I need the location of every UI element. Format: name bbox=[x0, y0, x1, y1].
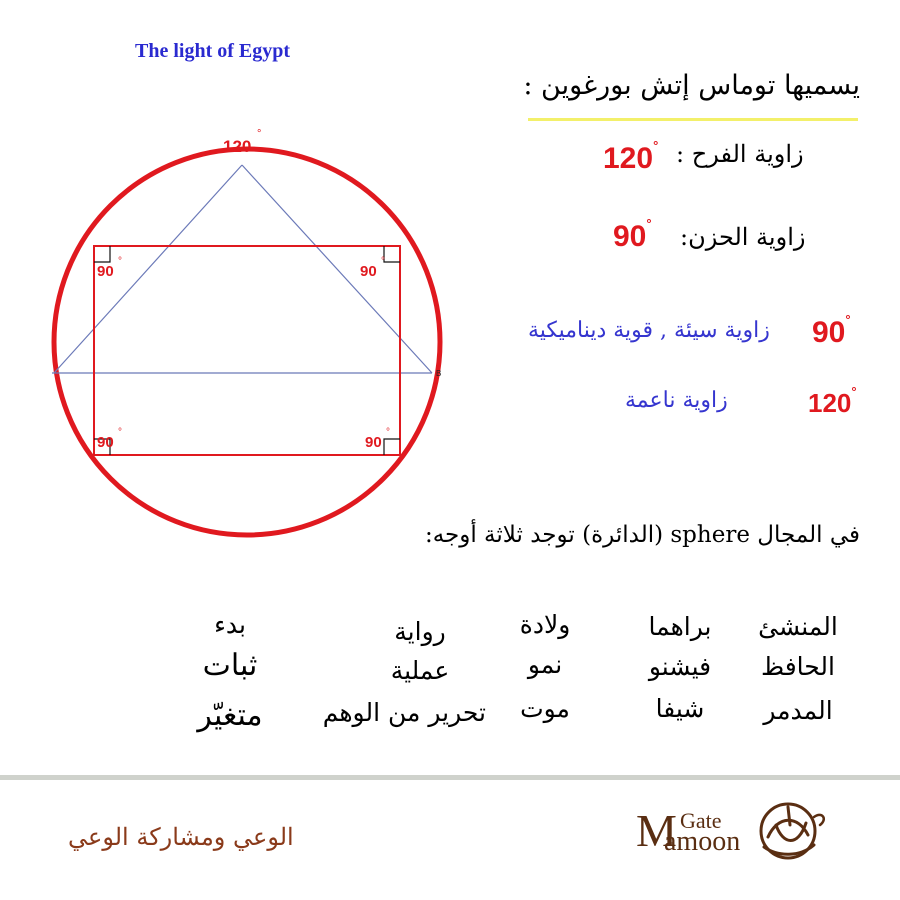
sphere-heading: في المجال sphere (الدائرة) توجد ثلاثة أوجه: bbox=[424, 522, 860, 548]
heading-underline bbox=[528, 118, 858, 121]
bad-angle-value: 90° bbox=[812, 312, 851, 349]
brand-amoon: amoon bbox=[664, 826, 741, 857]
corner-angle-label: 90 bbox=[97, 263, 114, 280]
soft-angle-label: زاوية ناعمة bbox=[625, 388, 728, 413]
table-cell: عملية bbox=[390, 656, 450, 685]
table-cell: المنشئ bbox=[758, 612, 838, 641]
corner-angle-label: 90 bbox=[97, 434, 114, 451]
point-label: B bbox=[436, 369, 442, 378]
right-angle-marker bbox=[384, 439, 400, 455]
sadness-angle-value: 90° bbox=[613, 216, 652, 253]
table-cell: موت bbox=[520, 694, 570, 723]
corner-angle-label: 90 bbox=[365, 434, 382, 451]
joy-angle-value: 120° bbox=[603, 138, 659, 175]
table-cell: الحافظ bbox=[761, 652, 835, 681]
table-cell: المدمر bbox=[763, 696, 833, 725]
triangle-left-side bbox=[54, 165, 242, 373]
degree-mark: ° bbox=[118, 256, 122, 267]
red-circle bbox=[54, 149, 440, 535]
site-title: The light of Egypt bbox=[135, 40, 291, 62]
soft-angle-value: 120° bbox=[808, 384, 857, 418]
right-angle-marker bbox=[94, 246, 110, 262]
page-heading: يسميها توماس إتش بورغوين : bbox=[523, 70, 860, 101]
footer-slogan: الوعي ومشاركة الوعي bbox=[68, 823, 294, 851]
sadness-angle-label: زاوية الحزن: bbox=[680, 223, 806, 251]
corner-angle-label: 90 bbox=[360, 263, 377, 280]
table-cell: رواية bbox=[394, 617, 446, 646]
table-cell: ولادة bbox=[519, 610, 571, 639]
table-cell: نمو bbox=[527, 650, 563, 679]
brand-gate: Gate bbox=[680, 808, 722, 833]
degree-mark: ° bbox=[386, 427, 390, 438]
table-cell: بدء bbox=[214, 610, 246, 639]
degree-mark: ° bbox=[381, 256, 385, 267]
table-cell: شيفا bbox=[655, 694, 705, 723]
brand-logo bbox=[636, 805, 746, 864]
apex-angle-label: 120 bbox=[223, 137, 252, 156]
bad-angle-label: زاوية سيئة , قوية ديناميكية bbox=[528, 318, 770, 343]
table-cell: تحرير من الوهم bbox=[322, 698, 486, 727]
brand-m: M bbox=[636, 805, 677, 856]
calligraphy-emblem-icon bbox=[748, 795, 838, 865]
degree-mark: ° bbox=[257, 128, 262, 140]
table-cell: براهما bbox=[648, 612, 712, 641]
triangle-right-side bbox=[242, 165, 432, 373]
circle-diagram bbox=[0, 0, 470, 540]
table-cell: متغيّر bbox=[197, 698, 263, 733]
joy-angle-label: زاوية الفرح : bbox=[676, 140, 804, 168]
table-cell: ثبات bbox=[202, 648, 258, 683]
degree-mark: ° bbox=[118, 427, 122, 438]
footer-separator bbox=[0, 775, 900, 780]
table-cell: فيشنو bbox=[648, 652, 712, 681]
right-angle-marker bbox=[384, 246, 400, 262]
